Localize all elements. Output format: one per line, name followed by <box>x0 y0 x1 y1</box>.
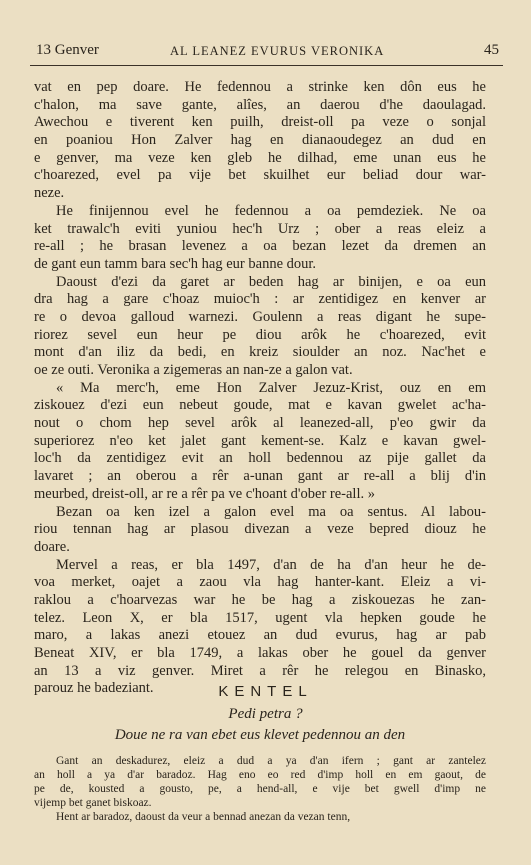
text-line: de gant eun tamm bara sec'h hag eur banne dour. <box>34 255 317 272</box>
lesson-line: pe de, kousted a gousto, pe, a hend-all, e vije bet gwell d'imp ne <box>34 783 486 795</box>
page-number: 45 <box>484 42 499 58</box>
section-heading: KENTEL <box>218 683 313 700</box>
text-line: mont d'an iliz da bedi, en kreiz sioulder an noz. Nac'het e <box>34 344 486 361</box>
text-line: superiorez n'eo ket jalet gant kement-se. Kalz e kavan gwel- <box>34 432 486 449</box>
text-line: dra hag a gare c'hoaz muioc'h : ar zentidigez en kenver ar <box>34 291 486 308</box>
text-line: riou tennan hag ar plasou divezan a veze bepred diouz he <box>34 521 486 538</box>
lesson-line: Hent ar baradoz, daoust da veur a bennad anezan da vezan tenn, <box>56 811 351 823</box>
header-date: 13 Genver <box>36 42 99 58</box>
text-line: loc'h da zentidigez evit an holl bedennou az pije gallet da <box>34 450 486 467</box>
text-line: doare. <box>34 538 70 555</box>
text-line: ket trawalc'h eviti yuniou hec'h Urz ; ober a reas eleiz a <box>34 220 486 237</box>
lesson-line: an holl a ya d'ar baradoz. Hag eno eo red d'imp holl en em gaout, de <box>34 769 486 781</box>
section-answer: Doue ne ra van ebet eus klevet pedennou an den <box>114 727 406 743</box>
text-line: re o devoa galloud warnezi. Goulenn a reas digant he supe- <box>34 308 486 325</box>
text-line: e genver, ma veze ken gleb he dilhad, eme unan eus he <box>34 149 486 166</box>
lesson-line: Gant an deskadurez, eleiz a dud a ya d'an ifern ; gant ar zantelez <box>56 755 486 767</box>
text-line: He finijennou evel he fedennou a oa pemdeziek. Ne oa <box>56 202 486 219</box>
text-line: c'halon, ma save gante, alîes, an daerou d'he daoulagad. <box>34 96 486 113</box>
text-line: riorez sevel eun heur pe diou arôk he c'hoarezed, evit <box>34 326 486 343</box>
text-line: maro, a lakas anezi etouez an dud evurus, hag ar pab <box>34 627 486 644</box>
text-line: re-all ; he brasan levenez a oa bezan lezet da dremen an <box>34 238 486 255</box>
text-line: en poaniou Hon Zalver hag en dianaoudegez an dud en <box>34 132 486 149</box>
text-line: neze. <box>34 185 65 202</box>
text-line: c'hoarezed, evel pa vije bet skuilhet eur beliad dour war- <box>34 167 486 184</box>
text-line: vat en pep doare. He fedennou a strinke ken dôn eus he <box>34 79 486 95</box>
text-line: voa merket, oajet a zaou vla hag hanter-kant. Eleiz a vi- <box>34 574 486 591</box>
text-line: ziskouez d'ezi eun nebeut goude, mat e kavan gwelet ac'ha- <box>34 397 486 414</box>
text-line: Bezan oa ken izel a galon evel ma oa sentus. Al labou- <box>56 503 486 520</box>
lesson-line: vijemp bet ganet biskoaz. <box>34 797 152 809</box>
text-line: Mervel a reas, er bla 1497, d'an de ha d'an heur he de- <box>56 556 486 573</box>
text-line: raklou a c'hoarvezas war he be hag a ziskouezas he zan- <box>34 591 486 608</box>
text-line: oe ze outi. Veronika a zigemeras an nan-ze a galon vat. <box>34 362 353 378</box>
text-line: « Ma merc'h, eme Hon Zalver Jezuz-Krist, ouz en em <box>56 379 486 396</box>
text-line: Beneat XIV, er bla 1749, a lakas ober he gouel da genver <box>34 645 486 661</box>
text-line: lavaret ; an oberou a rêr a-unan gant ar re-all a blij d'in <box>34 468 486 485</box>
text-line: nout o chom hep sevel arôk al leanezed-all, p'eo gwir da <box>34 415 486 432</box>
text-line: an 13 a viz genver. Miret a rêr he relegou en Binasko, <box>34 662 486 679</box>
page-header <box>30 42 503 64</box>
text-line: Awechou e tiverent ken puilh, dreist-oll pa veze o sonjal <box>34 114 486 131</box>
text-line: meurbed, dreist-oll, ar re a rêr pa ve c'hoant d'ober re-all. » <box>34 485 375 502</box>
section-question: Pedi petra ? <box>228 706 303 722</box>
main-text <box>34 79 486 698</box>
text-line: parouz he badeziant. <box>34 680 154 697</box>
text-line: telez. Leon X, er bla 1517, ugent vla hepken goude he <box>34 609 486 626</box>
header-rule <box>30 65 503 66</box>
lesson-text <box>34 754 486 824</box>
header-title: AL LEANEZ EVURUS VERONIKA <box>170 44 385 58</box>
text-line: Daoust d'ezi da garet ar beden hag ar binijen, e oa eun <box>56 273 486 290</box>
